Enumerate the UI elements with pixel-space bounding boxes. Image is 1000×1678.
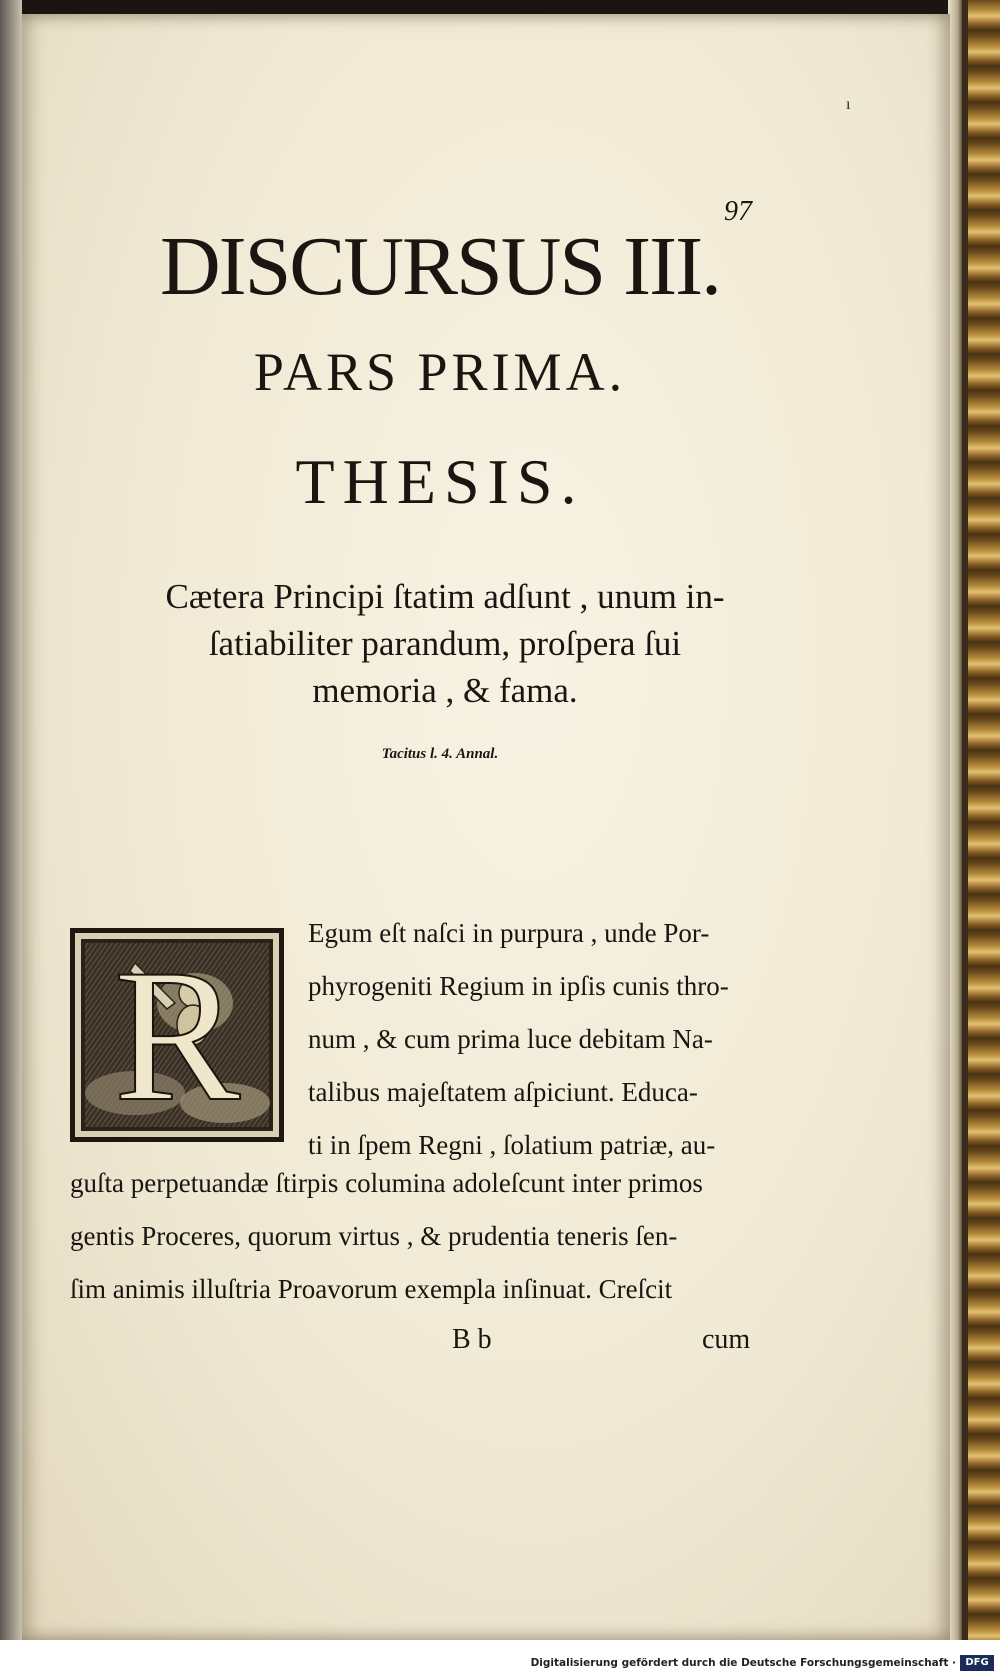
text-line: phyrogeniti Regium in ipſis cunis thro- [308, 971, 729, 1001]
signature-mark: B b [452, 1324, 492, 1355]
text-line: talibus majeſtatem aſpiciunt. Educa- [308, 1077, 698, 1107]
title-discursus: DISCURSUS III. [159, 220, 721, 313]
initial-letter: R [113, 931, 241, 1141]
text-line: ti in ſpem Regni , ſolatium patriæ, au- [308, 1130, 716, 1160]
text-line: num , & cum prima luce debitam Na- [308, 1024, 713, 1054]
page-number: 97 [724, 196, 752, 227]
digitization-credit: Digitalisierung gefördert durch die Deutsche Forschungsgemeinschaft · [530, 1657, 956, 1669]
book-spine [962, 0, 1000, 1640]
book-left-edge [0, 0, 22, 1640]
text-line: Egum eſt naſci in purpura , unde Por- [308, 918, 710, 948]
title-pars-prima: PARS PRIMA. [253, 342, 627, 402]
title-thesis: THESIS. [295, 446, 585, 517]
citation: Tacitus l. 4. Annal. [381, 746, 499, 762]
text-line: ſim animis illuſtria Proavorum exempla inſinuat. Creſcit [70, 1274, 673, 1304]
decorated-initial [70, 928, 284, 1142]
thesis-line: ſatiabiliter parandum, proſpera ſui [208, 624, 682, 663]
catchword: cum [702, 1324, 751, 1355]
stray-ink-mark: ı [846, 96, 851, 113]
text-line: guſta perpetuandæ ſtirpis columina adoleſcunt inter primos [70, 1168, 703, 1198]
thesis-text [70, 573, 820, 714]
thesis-line: memoria , & fama. [312, 671, 578, 710]
thesis-line: Cætera Principi ſtatim adſunt , unum in- [165, 577, 725, 616]
text-line: gentis Proceres, quorum virtus , & prudentia teneris ſen- [70, 1221, 678, 1251]
dfg-logo: DFG [960, 1655, 994, 1671]
